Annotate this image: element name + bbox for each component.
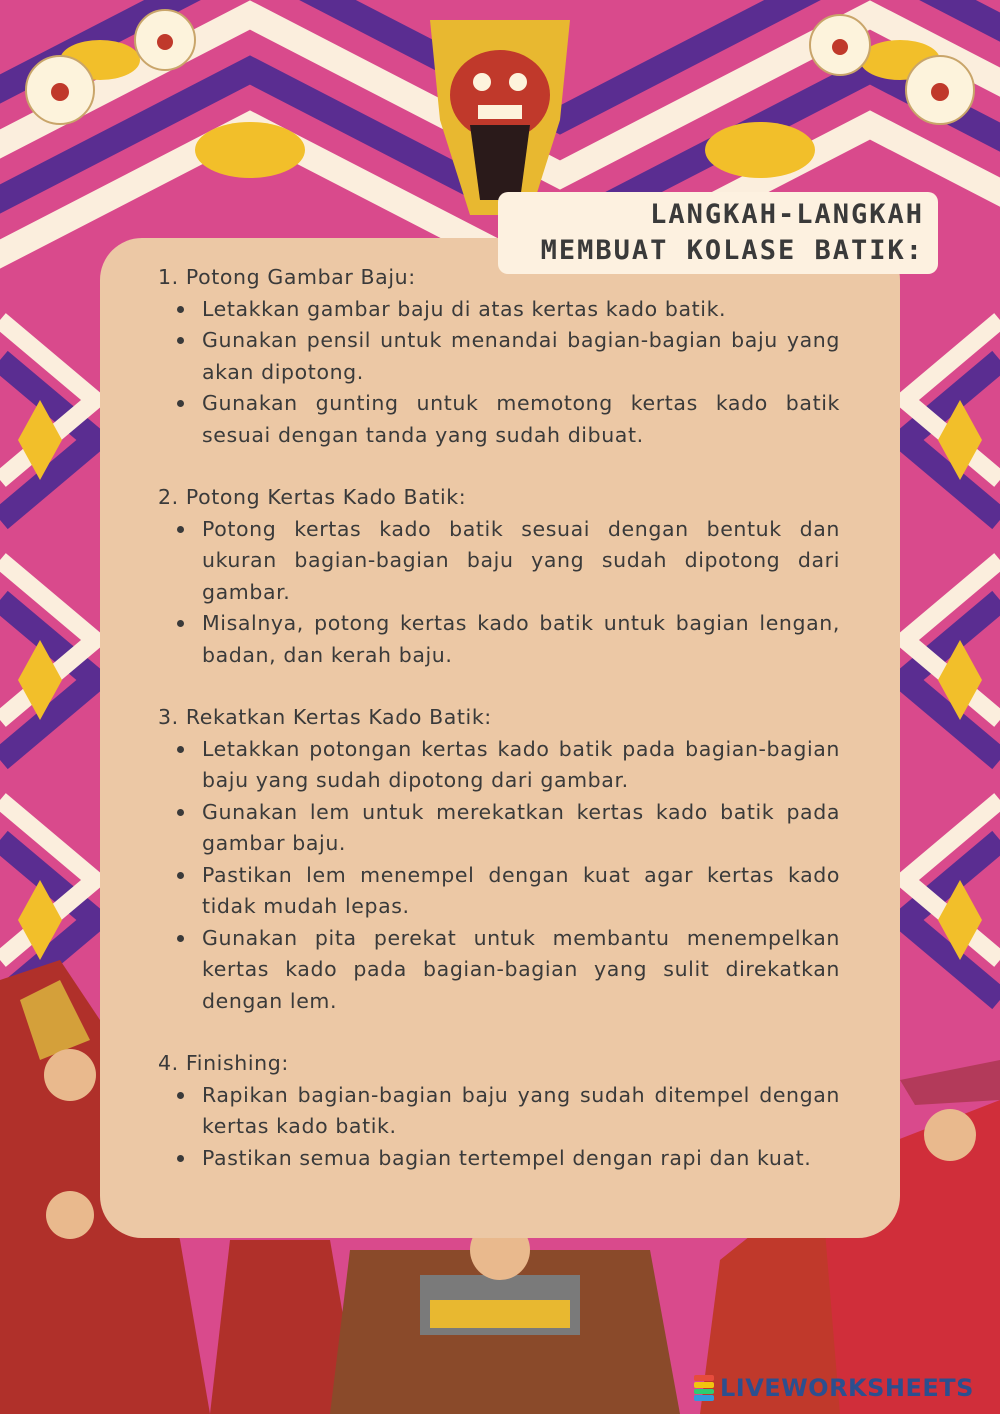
step-bullet: Gunakan pensil untuk menandai bagian-bagian baju yang akan dipotong. — [202, 325, 840, 388]
step-bullet: Potong kertas kado batik sesuai dengan bentuk dan ukuran bagian-bagian baju yang sudah dipotong dari gambar. — [202, 514, 840, 609]
step-3 — [158, 702, 840, 1017]
step-bullet: Letakkan gambar baju di atas kertas kado batik. — [202, 294, 840, 326]
step-title: 2. Potong Kertas Kado Batik: — [158, 485, 467, 509]
step-title: 1. Potong Gambar Baju: — [158, 265, 416, 289]
step-title: 4. Finishing: — [158, 1051, 289, 1075]
title-box — [498, 192, 938, 274]
steps-list — [158, 262, 840, 1205]
step-title: 3. Rekatkan Kertas Kado Batik: — [158, 705, 492, 729]
step-bullet: Misalnya, potong kertas kado batik untuk bagian lengan, badan, dan kerah baju. — [202, 608, 840, 671]
step-bullet: Gunakan gunting untuk memotong kertas kado batik sesuai dengan tanda yang sudah dibuat. — [202, 388, 840, 451]
step-bullet: Gunakan lem untuk merekatkan kertas kado batik pada gambar baju. — [202, 797, 840, 860]
step-2 — [158, 482, 840, 671]
step-1 — [158, 262, 840, 451]
step-bullet: Pastikan lem menempel dengan kuat agar kertas kado tidak mudah lepas. — [202, 860, 840, 923]
liveworksheets-logo-icon — [694, 1375, 714, 1401]
title-line-2: MEMBUAT KOLASE BATIK: — [540, 235, 924, 266]
step-bullet: Rapikan bagian-bagian baju yang sudah ditempel dengan kertas kado batik. — [202, 1080, 840, 1143]
step-4 — [158, 1048, 840, 1174]
title-line-1: LANGKAH-LANGKAH — [650, 199, 924, 230]
step-bullet: Letakkan potongan kertas kado batik pada bagian-bagian baju yang sudah dipotong dari gambar. — [202, 734, 840, 797]
watermark-text: LIVEWORKSHEETS — [720, 1374, 974, 1402]
step-bullet: Gunakan pita perekat untuk membantu menempelkan kertas kado pada bagian-bagian yang sulit direkatkan dengan lem. — [202, 923, 840, 1018]
liveworksheets-watermark[interactable] — [694, 1374, 974, 1402]
step-bullet: Pastikan semua bagian tertempel dengan rapi dan kuat. — [202, 1143, 840, 1175]
